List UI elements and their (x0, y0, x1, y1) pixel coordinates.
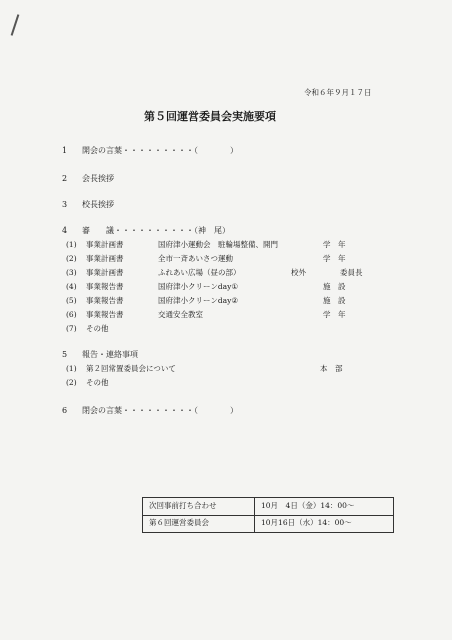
section-number: 4 (62, 226, 68, 235)
item-owner: 本 部 (320, 364, 343, 373)
item-content: 国府津小運動会 駐輪場整備、開門 (158, 240, 278, 249)
item-document: 事業報告書 (86, 296, 124, 305)
item-document: 事業報告書 (86, 282, 124, 291)
pen-mark (11, 14, 20, 36)
item-number: (1) (66, 364, 77, 373)
schedule-label: 第６回運営委員会 (149, 518, 209, 527)
table-row (143, 498, 393, 516)
item-number: (4) (66, 282, 77, 291)
section-number: 1 (62, 146, 68, 155)
table-row (143, 515, 393, 532)
item-document: 事業計画書 (86, 254, 124, 263)
schedule-time: 10月16日（水）14：00～ (261, 518, 352, 527)
item-number: (7) (66, 324, 77, 333)
item-document: 事業計画書 (86, 268, 124, 277)
item-number: (1) (66, 240, 77, 249)
section-label-closing: 閉会の言葉・・・・・・・・・（ ） (82, 406, 238, 415)
item-document: 事業報告書 (86, 310, 124, 319)
item-owner: 学 年 (323, 310, 346, 319)
item-document: 事業計画書 (86, 240, 124, 249)
item-extra: 校外 (291, 268, 306, 277)
item-number: (6) (66, 310, 77, 319)
item-number: (5) (66, 296, 77, 305)
item-content: ふれあい広場（昼の部） (158, 268, 241, 277)
item-owner: 学 年 (323, 254, 346, 263)
section-number: 5 (62, 350, 68, 359)
section-number: 2 (62, 174, 68, 183)
item-content: 国府津小クリーンday② (158, 296, 239, 305)
section-label-deliberation: 審 議・・・・・・・・・・（神 尾） (82, 226, 230, 235)
item-owner: 学 年 (323, 240, 346, 249)
section-label-opening: 開会の言葉・・・・・・・・・（ ） (82, 146, 238, 155)
item-owner: 施 設 (323, 296, 346, 305)
item-content: 第２回常置委員会について (86, 364, 176, 373)
section-label-principal-greeting: 校長挨拶 (82, 200, 114, 209)
section-number: 6 (62, 406, 68, 415)
section-label-chair-greeting: 会長挨拶 (82, 174, 114, 183)
document-date: 令和６年９月１７日 (304, 88, 372, 97)
item-content: その他 (86, 378, 109, 387)
schedule-time: 10月 4日（金）14：00～ (261, 501, 355, 510)
item-number: (2) (66, 254, 77, 263)
item-owner: 委員長 (340, 268, 363, 277)
item-owner: 施 設 (323, 282, 346, 291)
schedule-table (142, 497, 394, 533)
item-number: (2) (66, 378, 77, 387)
item-content: 国府津小クリーンday① (158, 282, 239, 291)
item-content: 全市一斉あいさつ運動 (158, 254, 233, 263)
item-document: その他 (86, 324, 109, 333)
document-title: 第５回運営委員会実施要項 (144, 110, 276, 123)
section-number: 3 (62, 200, 68, 209)
section-label-reports: 報告・連絡事項 (82, 350, 138, 359)
item-content: 交通安全教室 (158, 310, 203, 319)
item-number: (3) (66, 268, 77, 277)
schedule-label: 次回事前打ち合わせ (149, 501, 217, 510)
